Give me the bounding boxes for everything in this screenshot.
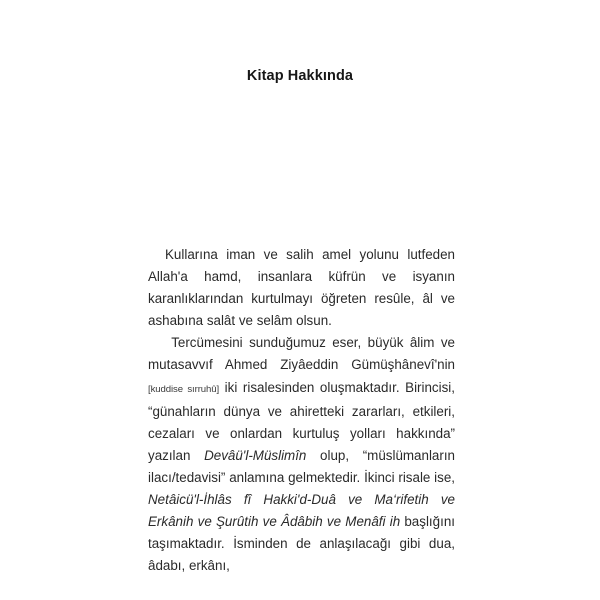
page-title: Kitap Hakkında (246, 68, 354, 84)
paragraph-2-segment-3: olup, “müslümanların ilacı/tedavisi” anlamına gelmektedir. İkinci risale ise, (148, 447, 455, 485)
paragraph-2-segment-1: Tercümesini sunduğumuz eser, büyük âlim ve mutasavvıf Ahmed Ziyâeddin Gümüşhânevî'nin (148, 335, 455, 373)
book-title-netaicul-ihlas: Netâicü'l-İhlâs fî Hakki'd-Duâ ve Ma‘rifetih ve Erkânih ve Şurûtih ve Âdâbih ve Menâfi ih (148, 492, 455, 530)
paragraph-2 (148, 332, 455, 577)
paragraph-2-segment-2: iki risalesinden oluşmaktadır. Birincisi, “günahların dünya ve ahiretteki zararları, etkileri, cezaları ve onlardan kurtuluş yolları hakkında” yazılan (148, 379, 455, 463)
editorial-note-kuddise-sirruhu: [kuddise sırruhû] (148, 383, 220, 395)
book-title-devaul-muslimin: Devâü'l-Müslimîn (204, 447, 307, 463)
paragraph-1: Kullarına iman ve salih amel yolunu lutfeden Allah'a hamd, insanlara küfrün ve isyanın karanlıklarından kurtulmayı öğreten resûle, âl ve ashabına salât ve selâm olsun. (148, 247, 455, 329)
paragraph-2-segment-4: başlığını taşımaktadır. İsminden de anlaşılacağı gibi dua, âdabı, erkânı, (148, 514, 455, 574)
body-text-column (148, 244, 455, 577)
